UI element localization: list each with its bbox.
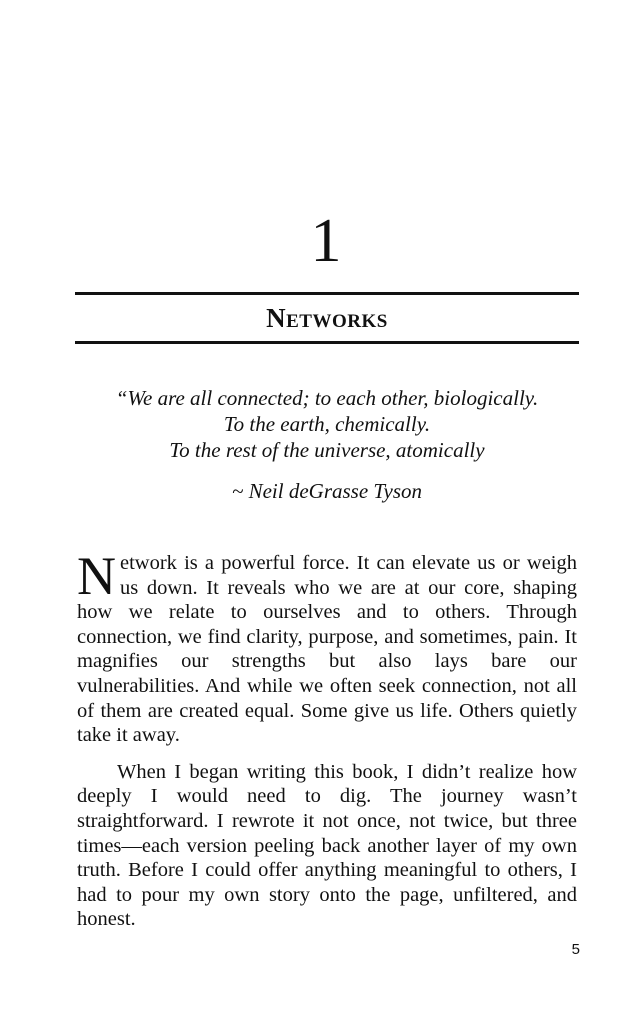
- epigraph-attribution: ~ Neil deGrasse Tyson: [231, 479, 423, 503]
- chapter-number: 1: [310, 207, 342, 275]
- title-rule-top: [75, 292, 579, 295]
- paragraph-1: [77, 546, 577, 748]
- body-text: [77, 546, 577, 932]
- paragraph-2: When I began writing this book, I didn’t realize how deeply I would need to dig. The journey wasn’t straightforward. I rewrote it not once, not twice, but three times—each version peeling back another layer of my own truth. Before I could offer anything meaningful to others, I had to pour my own story onto the page, unfiltered, and honest.: [77, 760, 577, 931]
- title-rule-bottom: [75, 341, 579, 344]
- chapter-title: Networks: [266, 303, 388, 333]
- page-number: 5: [571, 941, 580, 958]
- epigraph-line-1: “We are all connected; to each other, biologically.: [115, 386, 539, 410]
- epigraph-quote: [75, 385, 579, 463]
- epigraph-line-3: To the rest of the universe, atomically: [169, 438, 485, 462]
- drop-cap: N: [77, 546, 116, 606]
- epigraph-line-2: To the earth, chemically.: [223, 412, 431, 436]
- paragraph-1-text: etwork is a powerful force. It can elevate us or weigh us down. It reveals who we are at our core, shaping how we relate to ourselves and to others. Through connection, we find clarity, purpose, and sometimes, pain. It magnifies our strengths but also lays bare our vulnerabilities. And while we often seek connection, not all of them are created equal. Some give us life. Others quietly take it away.: [77, 552, 577, 747]
